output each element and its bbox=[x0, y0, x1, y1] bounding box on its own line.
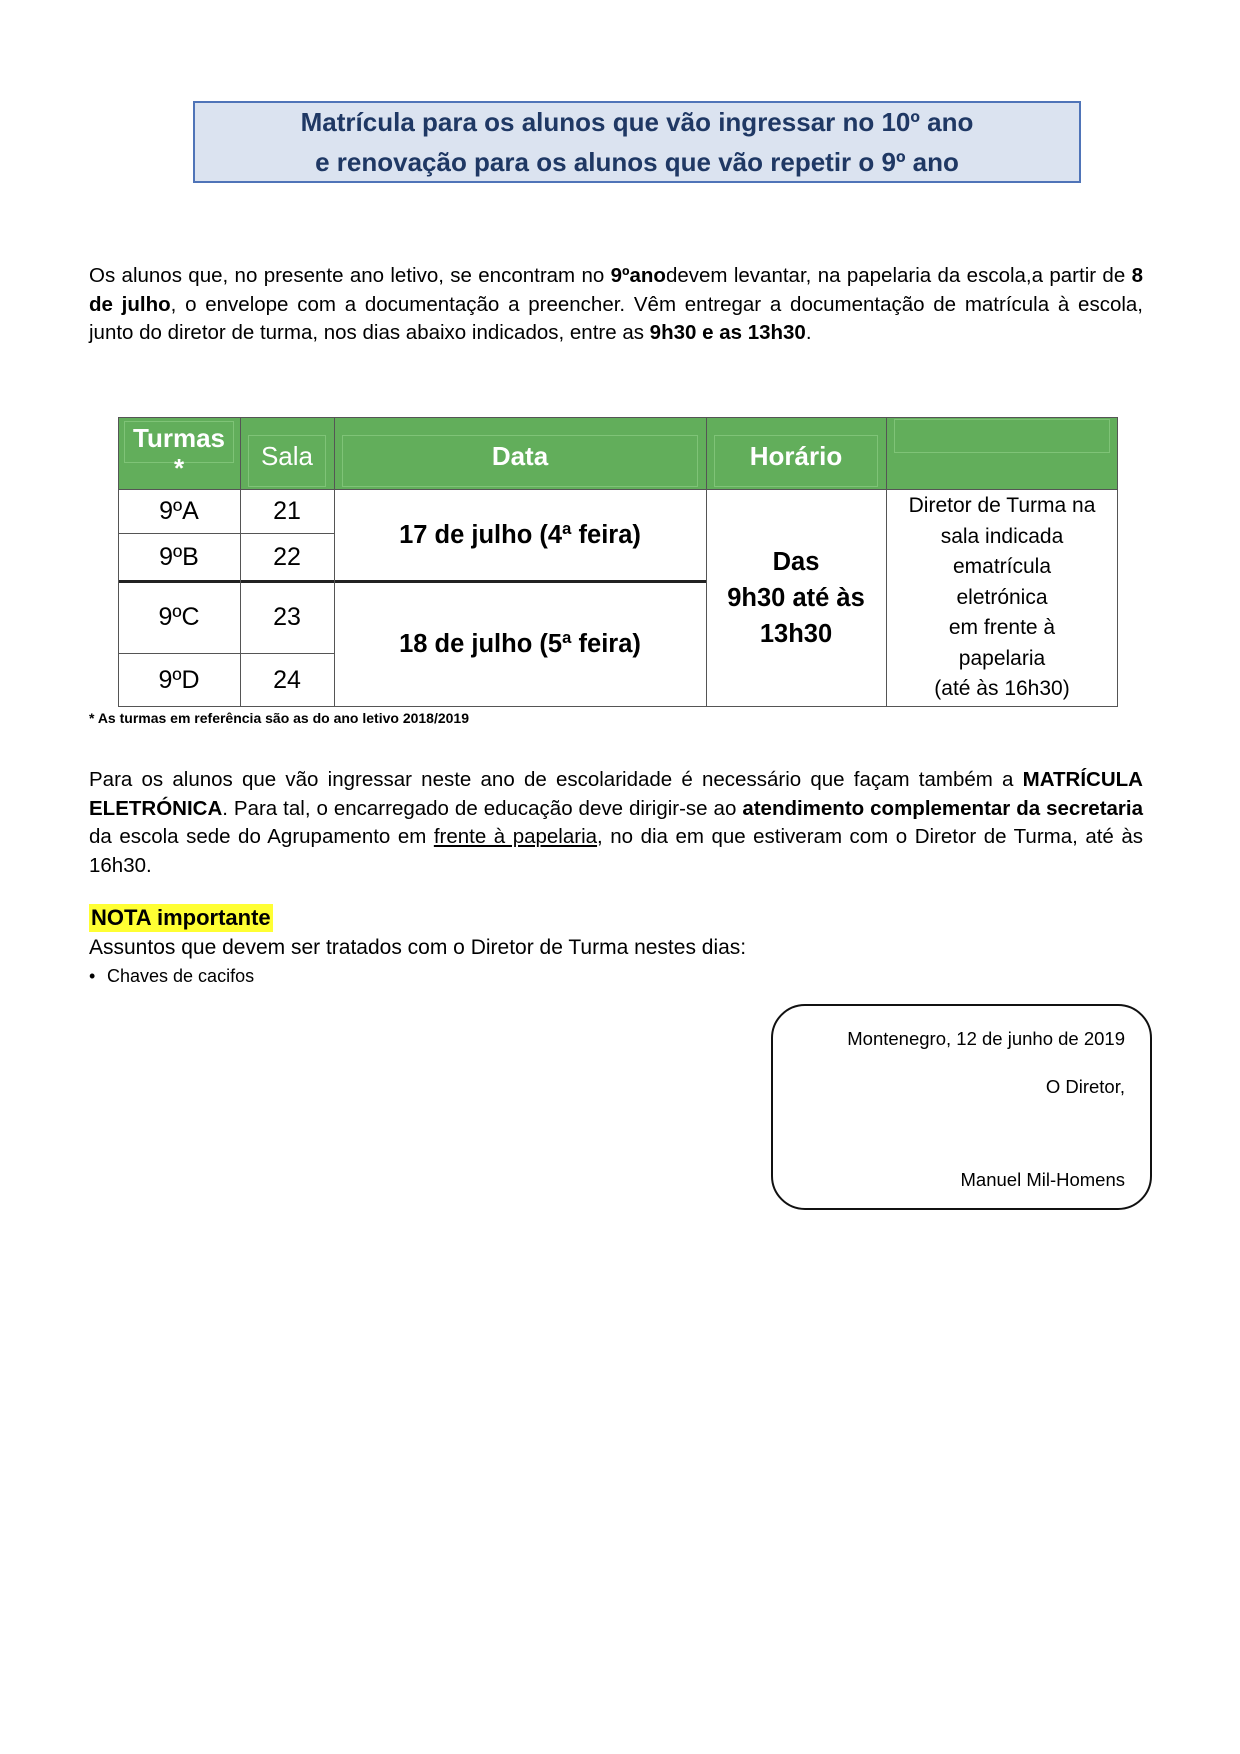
header-turmas-label: Turmas bbox=[133, 423, 225, 453]
header-data-label: Data bbox=[491, 440, 549, 471]
row-sala-21: 21 bbox=[273, 496, 301, 525]
signature-role: O Diretor, bbox=[1045, 1076, 1125, 1097]
horario-line-1: Das bbox=[772, 548, 820, 576]
intro-bold-date: 8 de julho bbox=[89, 264, 1143, 316]
row-divider-thick bbox=[118, 580, 706, 583]
intro-text-3: , o envelope com a documentação a preencher. Vêm entregar a documentação de matrícula à escola, junto do diretor de turma, nos dias abaixo indicados, entre as bbox=[89, 292, 1143, 344]
row-sala-23: 23 bbox=[273, 602, 301, 631]
header-data bbox=[334, 417, 706, 489]
header-horario bbox=[706, 417, 886, 489]
date-18-julho: 18 de julho (5ª feira) bbox=[399, 629, 641, 658]
col-divider-2 bbox=[334, 417, 335, 707]
local-line-4: eletrónica bbox=[956, 585, 1048, 609]
title-line-1: Matrícula para os alunos que vão ingressar no 10º ano bbox=[300, 107, 974, 137]
header-local bbox=[886, 417, 1118, 489]
para2-bold-matricula: MATRÍCULA ELETRÓNICA bbox=[89, 768, 1143, 820]
electronic-enrollment-paragraph bbox=[89, 766, 1143, 880]
header-turmas bbox=[118, 417, 240, 489]
bullet-icon: • bbox=[89, 966, 96, 986]
row-divider-1 bbox=[118, 533, 334, 534]
para2-bold-atendimento: atendimento complementar da secretaria bbox=[742, 796, 1144, 820]
header-sala bbox=[240, 417, 334, 489]
date-17-julho: 17 de julho (4ª feira) bbox=[399, 520, 641, 549]
local-line-2: sala indicada bbox=[940, 524, 1064, 548]
row-turma-9d: 9ºD bbox=[158, 665, 200, 694]
title-line-2: e renovação para os alunos que vão repetir o 9º ano bbox=[315, 147, 959, 177]
col-divider-3 bbox=[706, 417, 707, 707]
row-sala-22: 22 bbox=[273, 542, 301, 571]
para2-underline-location: frente à papelaria bbox=[433, 825, 598, 848]
header-horario-label: Horário bbox=[749, 440, 843, 471]
row-divider-3 bbox=[118, 653, 334, 654]
row-turma-9b: 9ºB bbox=[159, 542, 199, 571]
header-turmas-asterisk: * bbox=[173, 453, 185, 483]
signature-place-date: Montenegro, 12 de junho de 2019 bbox=[847, 1028, 1125, 1049]
col-divider-1 bbox=[240, 417, 241, 707]
local-cell bbox=[886, 489, 1118, 707]
horario-line-2: 9h30 até às bbox=[727, 584, 865, 612]
intro-bold-grade: 9ºano bbox=[610, 264, 666, 287]
list-item-text: Chaves de cacifos bbox=[107, 966, 255, 986]
local-line-5: em frente à bbox=[948, 616, 1056, 640]
horario-line-3: 13h30 bbox=[759, 620, 833, 648]
intro-bold-hours: 9h30 e as 13h30 bbox=[649, 321, 806, 344]
header-sala-label: Sala bbox=[260, 440, 314, 471]
row-turma-9c: 9ºC bbox=[158, 602, 200, 631]
table-footnote: * As turmas em referência são as do ano letivo 2018/2019 bbox=[89, 710, 470, 726]
local-line-1: Diretor de Turma na bbox=[908, 494, 1096, 518]
intro-text-4: . bbox=[805, 321, 812, 344]
schedule-table bbox=[118, 417, 1118, 707]
col-divider-4 bbox=[886, 417, 887, 707]
signature-name: Manuel Mil-Homens bbox=[960, 1169, 1125, 1190]
title-box bbox=[193, 101, 1081, 183]
table-header-divider bbox=[118, 489, 1118, 490]
para2-text-1: Para os alunos que vão ingressar neste ano de escolaridade é necessário que façam também a bbox=[89, 768, 1023, 791]
list-item bbox=[89, 963, 254, 989]
row-sala-24: 24 bbox=[273, 665, 301, 694]
table-border-bottom bbox=[118, 706, 1118, 707]
nota-text: Assuntos que devem ser tratados com o Diretor de Turma nestes dias: bbox=[89, 936, 747, 959]
para2-text-2: . Para tal, o encarregado de educação deve dirigir-se ao bbox=[222, 796, 743, 820]
local-line-7: (até às 16h30) bbox=[934, 677, 1070, 701]
nota-heading: NOTA importante bbox=[91, 905, 271, 930]
para2-text-4: , no dia em que estiveram com o Diretor de Turma, até às 16h30. bbox=[89, 825, 1144, 877]
local-line-6: papelaria bbox=[958, 646, 1046, 670]
signature-box bbox=[771, 1004, 1152, 1210]
para2-text-3: da escola sede do Agrupamento em bbox=[89, 825, 434, 848]
table-border-left bbox=[118, 417, 119, 707]
intro-text-2: devem levantar, na papelaria da escola,a partir de bbox=[665, 264, 1132, 287]
row-turma-9a: 9ºA bbox=[159, 496, 199, 525]
table-border-right bbox=[1117, 417, 1118, 707]
table-border-top bbox=[118, 417, 1118, 418]
horario-cell bbox=[706, 489, 886, 707]
intro-text-1: Os alunos que, no presente ano letivo, se encontram no bbox=[89, 264, 611, 287]
local-line-3: ematrícula bbox=[952, 555, 1052, 579]
intro-paragraph bbox=[89, 262, 1143, 348]
